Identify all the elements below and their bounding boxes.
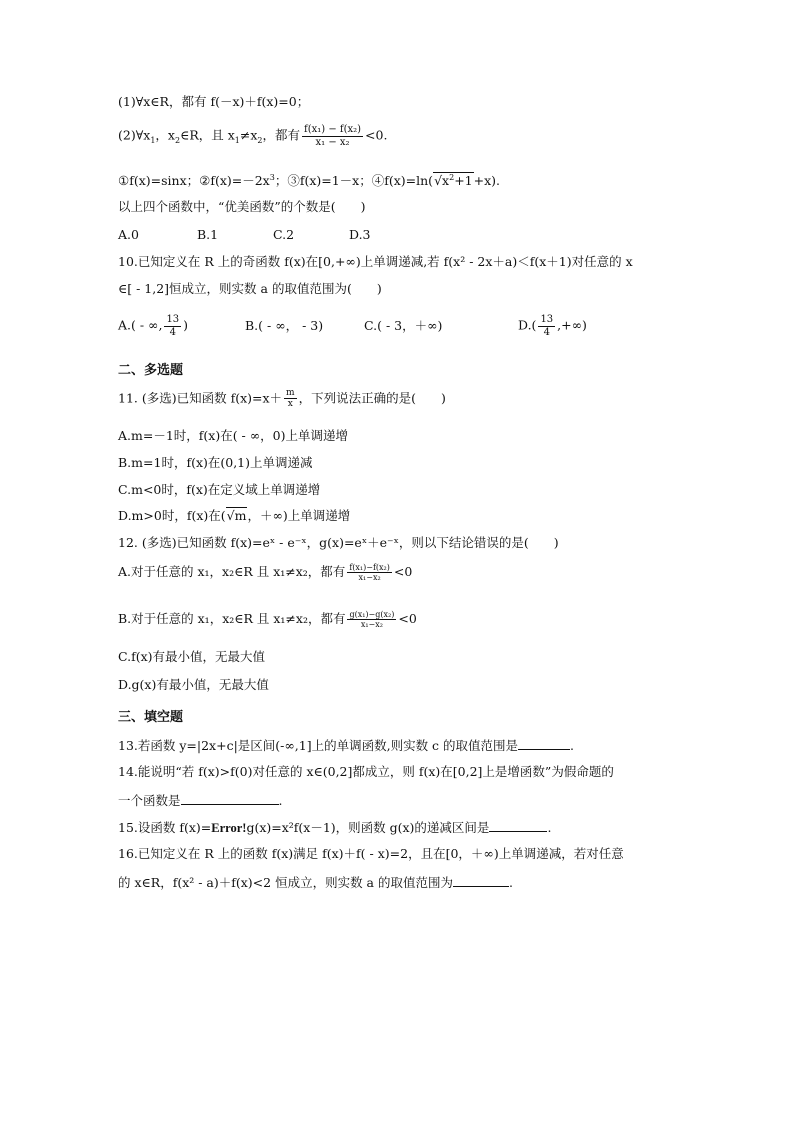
answer-blank[interactable] (453, 876, 509, 887)
q14-stem-line1: 14.能说明“若 f(x)>f(0)对任意的 x∈(0,2]都成立，则 f(x)在[0,2]上是增函数”为假命题的 (118, 764, 614, 779)
q16-stem-line1: 16.已知定义在 R 上的函数 f(x)满足 f(x)＋f( - x)=2，且在[0，＋∞)上单调递减，若对任意 (118, 846, 624, 861)
q9-option-a: A.0 (118, 227, 139, 242)
q12-option-d: D.g(x)有最小值，无最大值 (118, 677, 269, 692)
q11-stem: 11. (多选)已知函数 f(x)=x＋ $\frac{m}{x}$ ，下列说法正确的是( ) (118, 388, 446, 410)
q13-stem: 13.若函数 y=|2x+c|是区间(-∞,1]上的单调函数,则实数 c 的取值范围是 . (118, 738, 575, 753)
q9-option-c: C.2 (273, 227, 295, 242)
q10-option-a: A.( - ∞, $\frac{13}{4}$ ) (118, 314, 189, 338)
q16-stem-line2: 的 x∈R，f(x² - a)＋f(x)<2 恒成立，则实数 a 的取值范围为 . (118, 875, 513, 890)
q11-option-d: D.m>0时，f(x)在(√m，＋∞)上单调递增 (118, 508, 351, 523)
q14-stem-line2: 一个函数是 . (118, 793, 283, 808)
sqrt-sign: √m (226, 508, 247, 523)
answer-blank[interactable] (518, 739, 570, 750)
q11-option-b: B.m=1时，f(x)在(0,1)上单调递减 (118, 455, 313, 470)
q15-stem: 15.设函数 f(x)=Error!g(x)=x²f(x－1)，则函数 g(x)的递减区间是 . (118, 820, 552, 835)
q10-option-c: C.( - 3，＋∞) (364, 318, 443, 333)
q9-option-b: B.1 (197, 227, 219, 242)
q10-option-b: B.( - ∞， - 3) (245, 318, 324, 333)
q9-option-d: D.3 (349, 227, 371, 242)
q9-function-list: ①f(x)=sinx；$②f(x)=-2x^3$；③f(x)=1－x；$④f(x)=\ln(√x^2+1+x)$. (118, 173, 500, 189)
q9-condition-2: $(2)\forall x_1$，$x_2\in R$，且 $x_1\ne x_2$，都有 $\frac{\text{f(x₁) − f(x₂)}}{\text{x₁ − x₂}}$ <0. (118, 124, 388, 148)
answer-blank[interactable] (489, 821, 547, 832)
q12-stem: 12. (多选)已知函数 f(x)=eˣ - e⁻ˣ，g(x)=eˣ＋e⁻ˣ，则以下结论错误的是( ) (118, 535, 559, 550)
q11-option-c: C.m<0时，f(x)在定义域上单调递增 (118, 482, 321, 497)
q10-stem-line2: ∈[ - 1,2]恒成立，则实数 a 的取值范围为( ) (118, 281, 382, 296)
q11-option-a: A.m=－1时，f(x)在( - ∞，0)上单调递增 (118, 428, 348, 443)
answer-blank[interactable] (181, 794, 279, 805)
q9-condition-1: (1)∀x∈R，都有 f(－x)＋f(x)=0； (118, 94, 310, 109)
q12-option-a: A.对于任意的 x₁，x₂∈R 且 x₁≠x₂，都有 $\frac{\text{f(x₁)−f(x₂)}}{\text{x₁−x₂}}$ <0 (118, 563, 413, 583)
q10-stem-line1: 10.已知定义在 R 上的奇函数 f(x)在[0,+∞)上单调递减,若 f(x² - 2x＋a)＜f(x＋1)对任意的 x (118, 254, 633, 269)
section-heading-multiple-choice: 二、多选题 (118, 363, 184, 378)
sqrt-sign: $√x^2+1$ (434, 173, 473, 189)
q9-fraction: $\frac{\text{f(x₁) − f(x₂)}}{\text{x₁ − x₂}}$ (304, 124, 362, 148)
q12-option-b: B.对于任意的 x₁，x₂∈R 且 x₁≠x₂，都有 $\frac{\text{g(x₁)−g(x₂)}}{\text{x₁−x₂}}$ <0 (118, 610, 417, 630)
q9-question: 以上四个函数中，“优美函数”的个数是( ) (118, 199, 366, 214)
section-heading-fill-in: 三、填空题 (118, 710, 184, 725)
q12-option-c: C.f(x)有最小值，无最大值 (118, 649, 266, 664)
q10-option-d: D.( $\frac{13}{4}$ ,+∞) (518, 314, 587, 338)
